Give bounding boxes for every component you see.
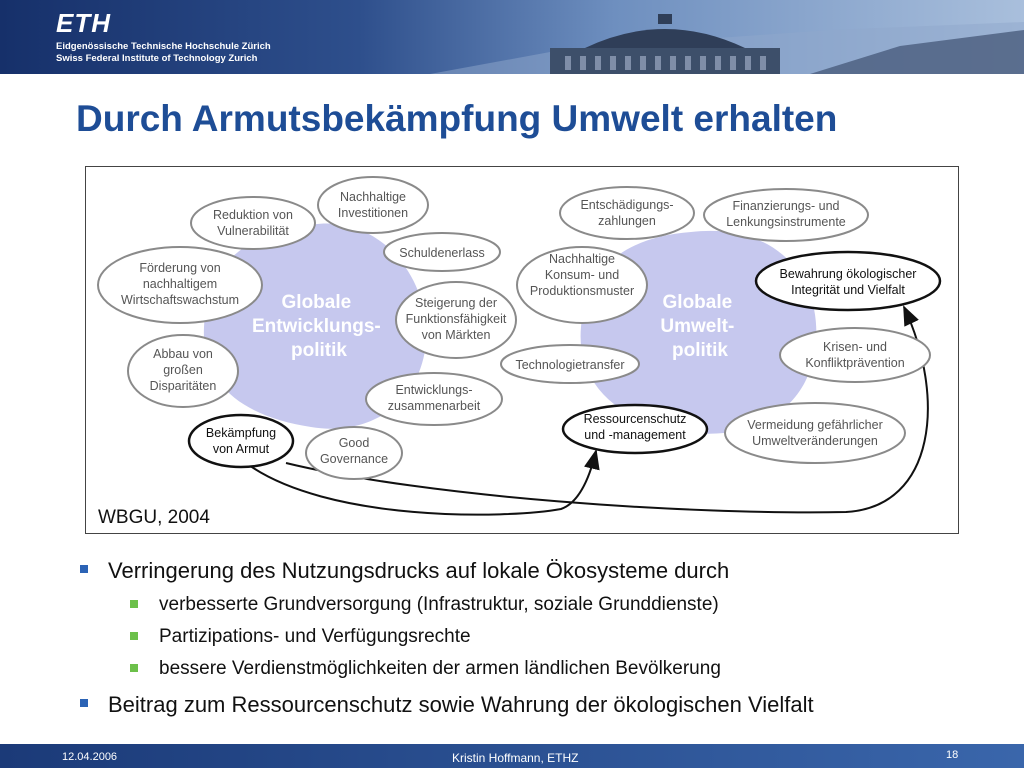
node-finanzierungsinstrumente — [704, 189, 868, 241]
arrow-armut-to-ressourcenschutz — [246, 451, 596, 515]
node-bekaempfung-armut — [189, 415, 293, 467]
node-vermeidung-umweltveraenderungen — [725, 403, 905, 463]
node-abbau-disparitaeten — [128, 335, 238, 407]
svg-text:Bekämpfungvon Armut: Bekämpfung von Armut — [205, 426, 277, 456]
diagram-figure — [85, 166, 959, 534]
node-entschaedigungszahlungen — [560, 187, 694, 239]
institution-name-de: Eidgenössische Technische Hochschule Zürich — [56, 41, 271, 52]
footer-bar — [0, 744, 1024, 768]
node-nachhaltige-investitionen — [318, 177, 428, 233]
node-bewahrung-integritaet — [756, 252, 940, 310]
svg-text:Finanzierungs- undLenkungsinst: Finanzierungs- und Lenkungsinstrumente — [726, 199, 846, 229]
node-schuldenerlass — [384, 233, 500, 271]
bullet-square-icon — [130, 632, 138, 640]
node-reduktion-vulnerabilitaet — [191, 197, 315, 249]
svg-text:Entwicklungs-zusammenarbeit: Entwicklungs-zusammenarbeit — [387, 383, 481, 413]
node-nachhaltige-konsum — [517, 247, 647, 323]
node-technologietransfer — [501, 345, 639, 383]
node-ressourcenschutz — [563, 405, 707, 453]
node-steigerung-maerkte — [396, 282, 516, 358]
blob-label-umweltpolitik: Globale Umwelt- politik — [660, 292, 735, 361]
institution-name-en: Swiss Federal Institute of Technology Zurich — [56, 53, 258, 64]
svg-text:Steigerung derFunktionsfähigke: Steigerung der Funktionsfähigkeit von Märkten — [405, 296, 507, 342]
svg-text:Vermeidung gefährlicherUmweltv: Vermeidung gefährlicher Umweltveränderungen — [747, 418, 883, 448]
bullet-square-icon — [80, 699, 88, 707]
node-good-governance — [306, 427, 402, 479]
node-krisen-konflikt — [780, 328, 930, 382]
node-entwicklungszusammenarbeit — [366, 373, 502, 425]
bullet-square-icon — [130, 600, 138, 608]
eth-logo: ETH — [56, 8, 111, 38]
svg-text:Schuldenerlass: Schuldenerlass — [399, 246, 485, 260]
svg-text:Reduktion vonVulnerabilität: Reduktion von Vulnerabilität — [213, 208, 293, 238]
bullet-square-icon — [130, 664, 138, 672]
diagram-canvas — [86, 167, 958, 533]
header-banner — [0, 0, 1024, 74]
blob-label-entwicklungspolitik: Globale Entwicklungs- politik — [251, 292, 381, 361]
footer-author: Kristin Hoffmann, ETHZ — [452, 751, 579, 765]
svg-text:Technologietransfer: Technologietransfer — [515, 358, 625, 372]
svg-text:Abbau vongroßenDisparitäten: Abbau von großen Disparitäten — [149, 347, 217, 393]
svg-text:Förderung vonnachhaltigemWirts: Förderung von nachhaltigem Wirtschaftswachstum — [120, 261, 240, 307]
footer-date: 12.04.2006 — [62, 751, 118, 763]
svg-text:NachhaltigeInvestitionen: Nachhaltige Investitionen — [337, 190, 409, 220]
slide-title: Durch Armutsbekämpfung Umwelt erhalten — [76, 98, 838, 139]
svg-text:GoodGovernance: Good Governance — [319, 436, 389, 466]
building-photo — [430, 0, 1024, 74]
svg-text:Entschädigungs-zahlungen: Entschädigungs-zahlungen — [580, 198, 674, 228]
svg-text:Bewahrung ökologischerIntegrit: Bewahrung ökologischer Integrität und Vielfalt — [779, 267, 917, 297]
svg-text:NachhaltigeKonsum- undProdukti: Nachhaltige Konsum- und Produktionsmuster — [529, 252, 635, 298]
figure-source: WBGU, 2004 — [98, 507, 210, 528]
page-number: 18 — [946, 749, 959, 761]
bullet-square-icon — [80, 565, 88, 573]
node-foerderung-wachstum — [98, 247, 262, 323]
svg-text:Krisen- undKonfliktprävention: Krisen- und Konfliktprävention — [805, 340, 905, 370]
svg-text:Ressourcenschutzund -managemen: Ressourcenschutz und -management — [583, 412, 687, 442]
